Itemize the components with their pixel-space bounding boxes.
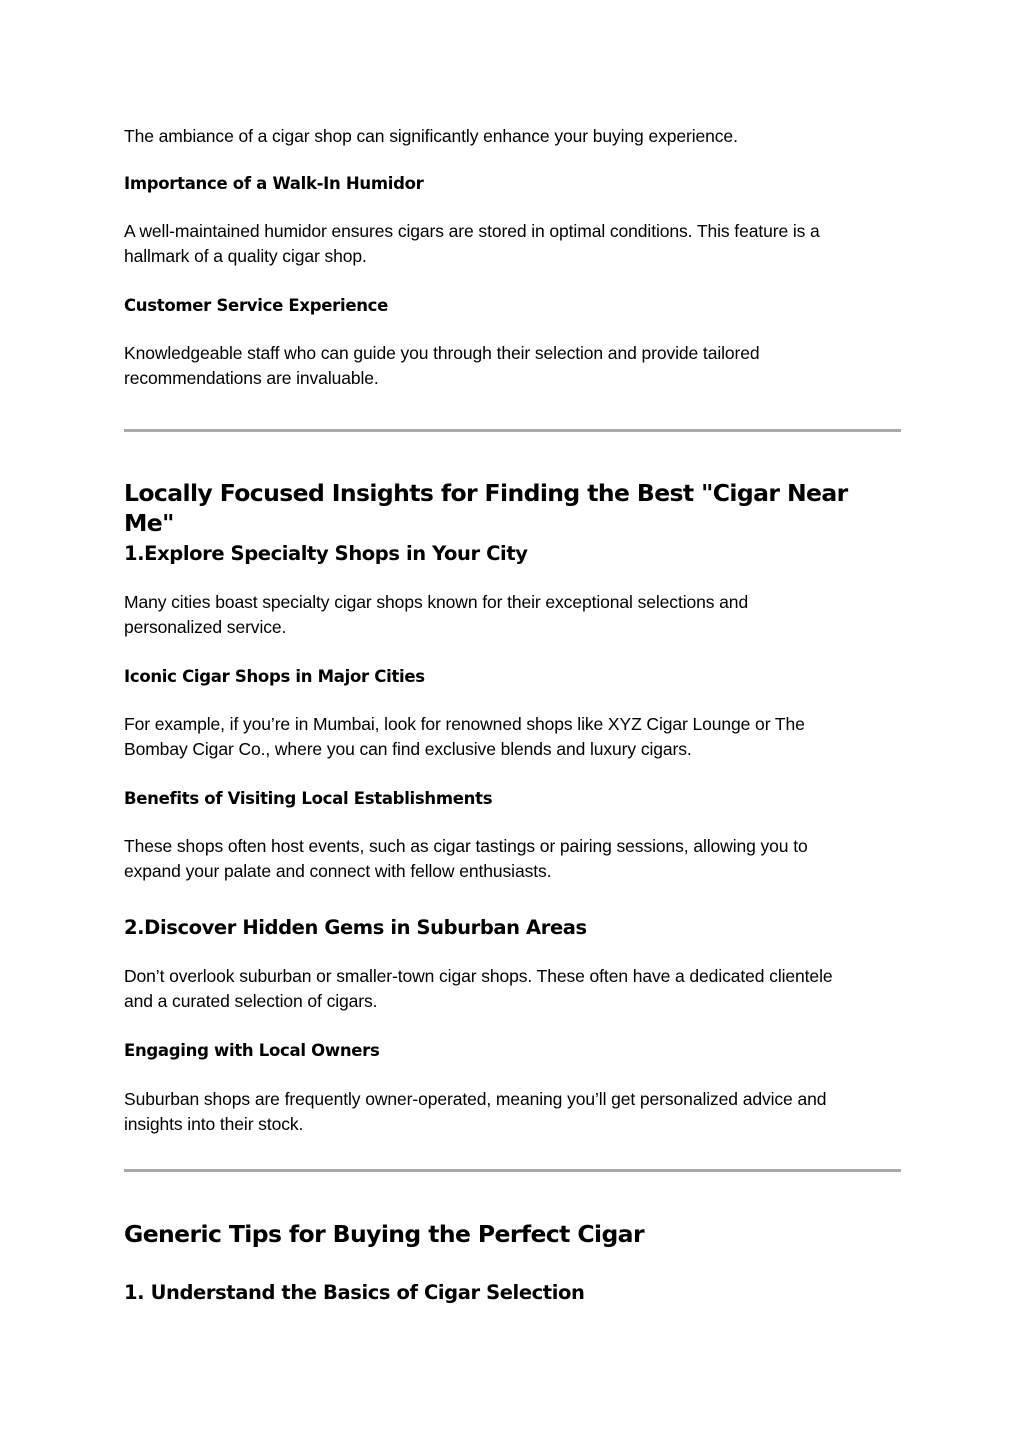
section-divider-1 bbox=[124, 429, 901, 432]
paragraph-owners-line-1: Suburban shops are frequently owner-operated, meaning you’ll get personalized advice and bbox=[124, 1089, 827, 1109]
paragraph-iconic-line-2: Bombay Cigar Co., where you can find exclusive blends and luxury cigars. bbox=[124, 739, 692, 759]
heading-suburban-gems: 2.Discover Hidden Gems in Suburban Areas bbox=[124, 916, 587, 939]
paragraph-suburban-line-2: and a curated selection of cigars. bbox=[124, 991, 378, 1011]
section-divider-2 bbox=[124, 1169, 901, 1172]
paragraph-suburban-line-1: Don’t overlook suburban or smaller-town cigar shops. These often have a dedicated clientele bbox=[124, 966, 833, 986]
heading-locally-focused-insights: Locally Focused Insights for Finding the Best "Cigar Near Me" bbox=[124, 479, 848, 537]
paragraph-specialty-line-1: Many cities boast specialty cigar shops known for their exceptional selections and bbox=[124, 592, 749, 612]
paragraph-service-line-1: Knowledgeable staff who can guide you through their selection and provide tailored bbox=[124, 343, 760, 363]
heading-walk-in-humidor: Importance of a Walk-In Humidor bbox=[124, 174, 424, 193]
paragraph-owners-line-2: insights into their stock. bbox=[124, 1114, 304, 1134]
paragraph-humidor-line-2: hallmark of a quality cigar shop. bbox=[124, 246, 367, 266]
paragraph-humidor-line-1: A well-maintained humidor ensures cigars are stored in optimal conditions. This feature is a bbox=[124, 221, 820, 241]
paragraph-specialty-line-2: personalized service. bbox=[124, 617, 287, 637]
heading-cigar-selection-basics: 1. Understand the Basics of Cigar Selection bbox=[124, 1281, 585, 1304]
paragraph-service-line-2: recommendations are invaluable. bbox=[124, 368, 379, 388]
heading-benefits-local: Benefits of Visiting Local Establishments bbox=[124, 789, 493, 808]
heading-customer-service: Customer Service Experience bbox=[124, 296, 389, 315]
heading-local-owners: Engaging with Local Owners bbox=[124, 1041, 380, 1060]
paragraph-benefits-line-2: expand your palate and connect with fellow enthusiasts. bbox=[124, 861, 552, 881]
heading-iconic-cigar-shops: Iconic Cigar Shops in Major Cities bbox=[124, 667, 425, 686]
heading-specialty-shops: 1.Explore Specialty Shops in Your City bbox=[124, 542, 528, 565]
paragraph-benefits-line-1: These shops often host events, such as cigar tastings or pairing sessions, allowing you to bbox=[124, 836, 808, 856]
heading-generic-tips: Generic Tips for Buying the Perfect Cigar bbox=[124, 1220, 644, 1248]
paragraph-ambiance: The ambiance of a cigar shop can significantly enhance your buying experience. bbox=[124, 126, 738, 146]
paragraph-iconic-line-1: For example, if you’re in Mumbai, look for renowned shops like XYZ Cigar Lounge or The bbox=[124, 714, 805, 734]
